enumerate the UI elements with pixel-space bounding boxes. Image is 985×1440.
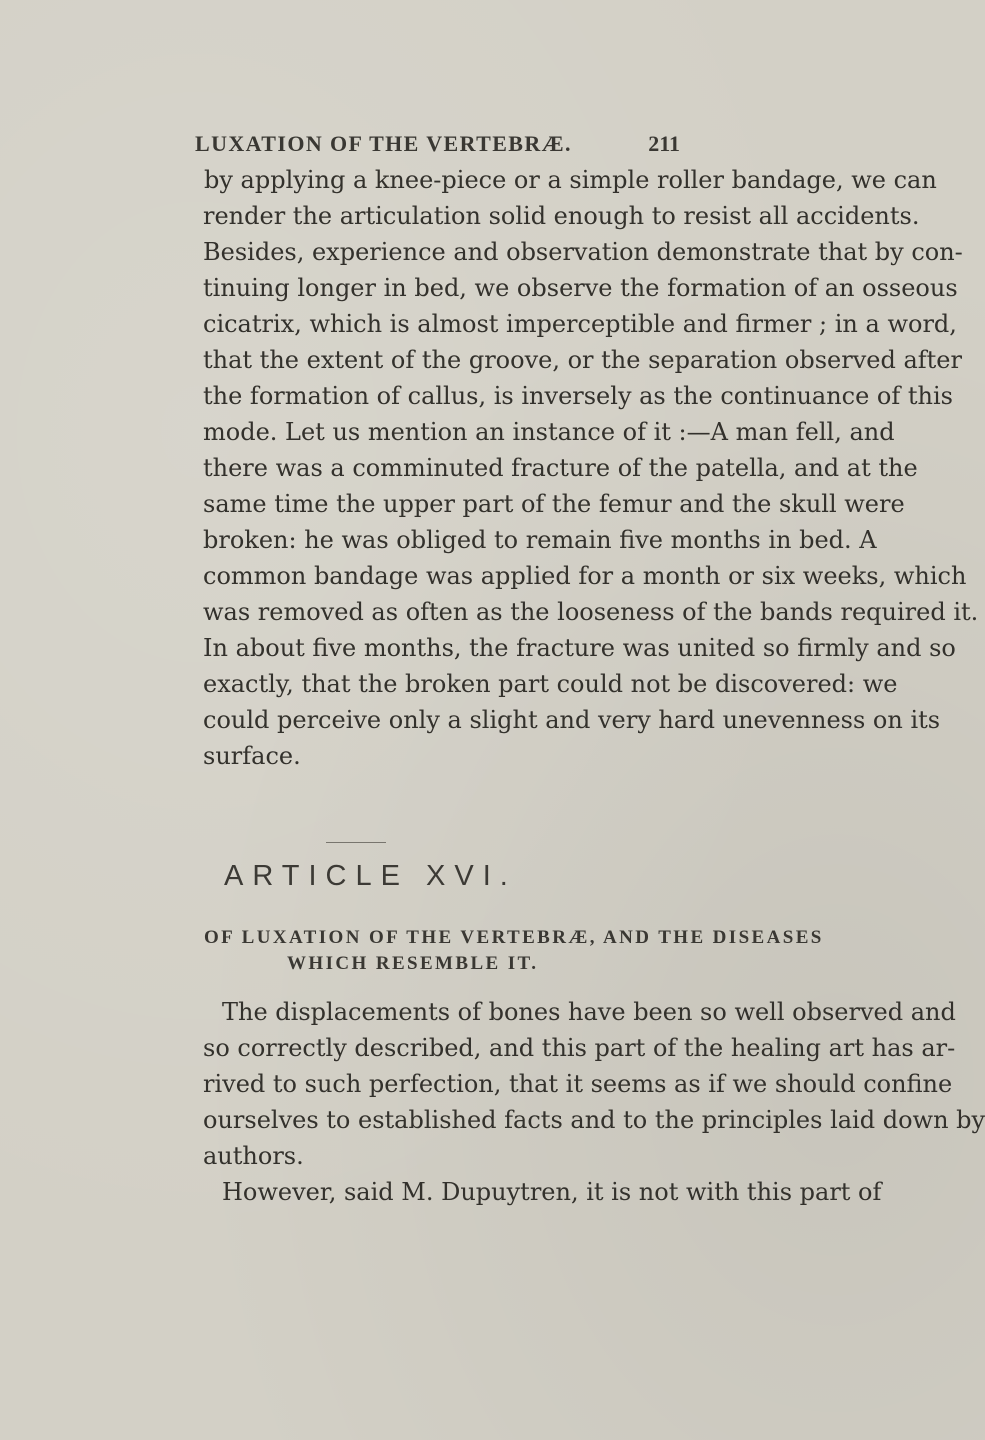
text-line: the formation of callus, is inversely as the continuance of this <box>203 382 953 410</box>
running-head-title: LUXATION OF THE VERTEBRÆ. <box>195 131 572 156</box>
text-line: could perceive only a slight and very hard unevenness on its <box>203 706 941 734</box>
text-line: same time the upper part of the femur and the skull were <box>203 490 905 518</box>
text-line: In about five months, the fracture was united so firmly and so <box>203 634 956 662</box>
text-line: authors. <box>203 1142 304 1170</box>
text-line: However, said M. Dupuytren, it is not with this part of <box>222 1178 882 1206</box>
text-line: cicatrix, which is almost imperceptible and firmer ; in a word, <box>203 310 957 338</box>
text-line: that the extent of the groove, or the separation observed after <box>203 346 962 374</box>
page-number: 211 <box>648 131 680 156</box>
text-line: by applying a knee-piece or a simple roller bandage, we can <box>204 166 937 194</box>
text-line: broken: he was obliged to remain five months in bed. A <box>203 526 877 554</box>
text-line: tinuing longer in bed, we observe the formation of an osseous <box>203 274 958 302</box>
text-line: mode. Let us mention an instance of it :—A man fell, and <box>203 418 895 446</box>
section-divider <box>326 842 386 843</box>
text-line: surface. <box>203 742 301 770</box>
text-line: so correctly described, and this part of the healing art has ar- <box>203 1034 956 1062</box>
text-line: ourselves to established facts and to the principles laid down by <box>203 1106 985 1134</box>
text-line: Besides, experience and observation demonstrate that by con- <box>203 238 963 266</box>
text-line: render the articulation solid enough to resist all accidents. <box>203 202 920 230</box>
article-subheading-line: WHICH RESEMBLE IT. <box>287 953 539 974</box>
text-line: The displacements of bones have been so well observed and <box>222 998 956 1026</box>
text-line: there was a comminuted fracture of the patella, and at the <box>203 454 918 482</box>
article-subheading-line: OF LUXATION OF THE VERTEBRÆ, AND THE DISEASES <box>204 927 824 948</box>
text-line: exactly, that the broken part could not be discovered: we <box>203 670 898 698</box>
text-line: rived to such perfection, that it seems as if we should confine <box>203 1070 953 1098</box>
article-heading: ARTICLE XVI. <box>224 860 517 892</box>
text-line: was removed as often as the looseness of the bands required it. <box>203 598 979 626</box>
text-line: common bandage was applied for a month or six weeks, which <box>203 562 967 590</box>
running-head <box>195 131 680 163</box>
